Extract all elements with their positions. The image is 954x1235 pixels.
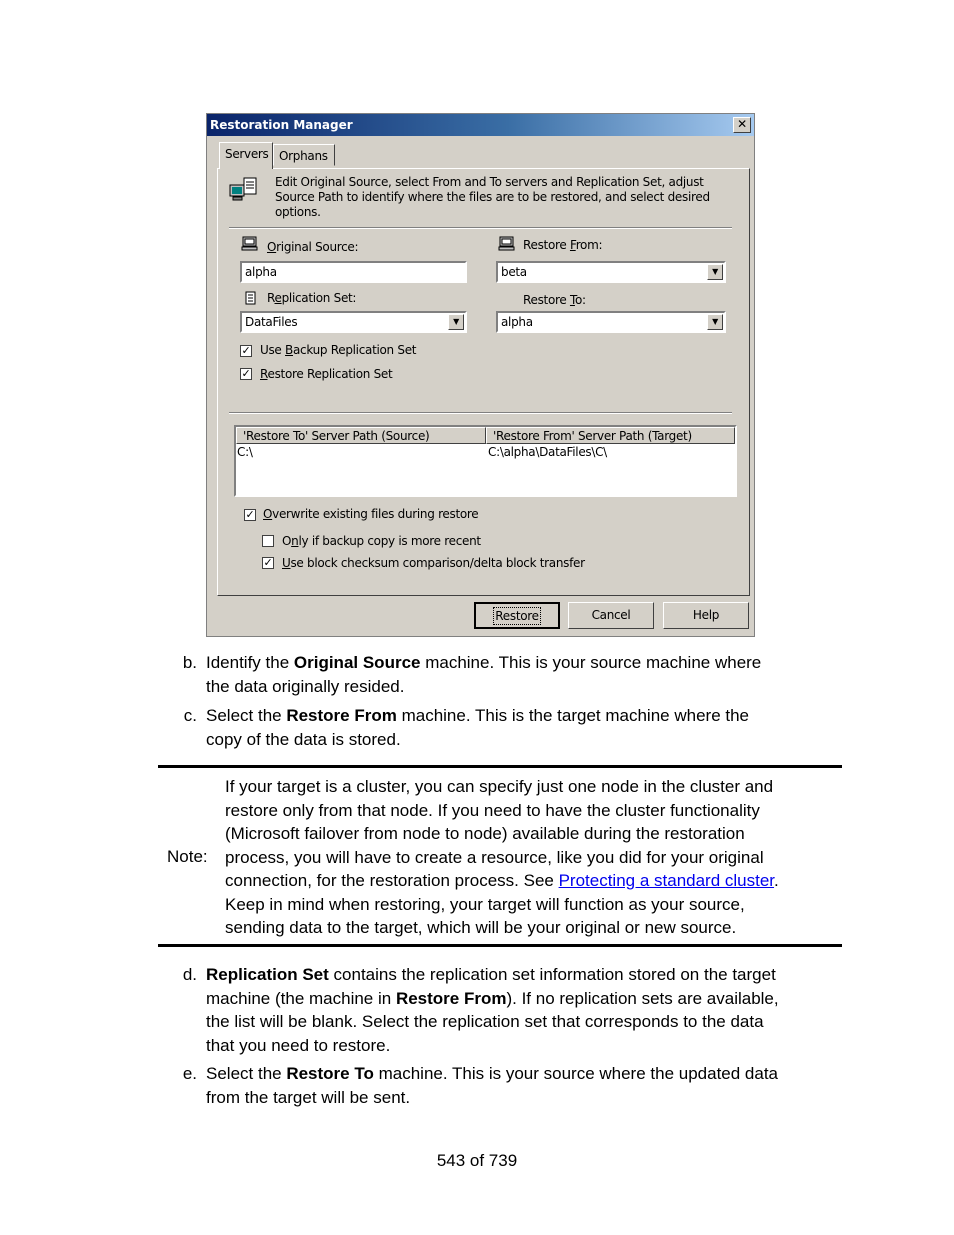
cancel-button[interactable]: Cancel	[568, 602, 654, 629]
list-marker: d.	[182, 965, 197, 984]
block-checksum-checkbox[interactable]: ✓	[263, 556, 273, 569]
close-button[interactable]: ✕	[733, 117, 751, 133]
note-label: Note:	[167, 847, 208, 866]
dialog-title: Restoration Manager	[210, 118, 353, 132]
table-cell-source-path[interactable]: C:\	[237, 445, 253, 459]
list-item-text: Select the Restore From machine. This is the target machine where the copy of the data is stored.	[206, 706, 750, 749]
only-if-recent-label: Only if backup copy is more recent	[282, 534, 481, 548]
list-item-text: Replication Set contains the replication set information stored on the target machine (the machine in Restore From). If no replication sets are available, the list will be blank. Select the replication set that corresponds to the data that you need to restore.	[206, 965, 779, 1055]
list-marker: e.	[182, 1064, 197, 1083]
chevron-down-icon[interactable]: ▼	[707, 314, 723, 330]
replication-set-dropdown[interactable]	[240, 311, 467, 333]
table-cell-target-path[interactable]: C:\alpha\DataFiles\C\	[488, 445, 607, 459]
help-button[interactable]: Help	[663, 602, 749, 629]
instructions-text	[275, 175, 735, 220]
restore-replication-set-checkbox[interactable]: ✓	[241, 367, 251, 380]
computer-document-icon	[229, 176, 259, 208]
computer-icon	[241, 236, 259, 256]
restore-to-label: Restore To:	[523, 293, 586, 307]
servers-tab-panel	[217, 168, 750, 596]
tab-servers[interactable]	[219, 142, 273, 169]
list-item-text: Select the Restore To machine. This is your source where the updated data from the target will be sent.	[206, 1064, 779, 1107]
server-path-table[interactable]	[234, 425, 737, 497]
list-marker: b.	[182, 653, 197, 672]
computer-icon	[498, 236, 516, 256]
restore-button-label: Restore	[495, 609, 539, 623]
tab-servers-label: Servers	[225, 147, 269, 161]
instructions-line: options.	[275, 205, 321, 219]
replication-set-label: Replication Set:	[267, 291, 357, 305]
replication-set-value: DataFiles	[245, 315, 298, 329]
protecting-cluster-link[interactable]: Protecting a standard cluster	[558, 871, 775, 890]
original-source-input[interactable]	[240, 261, 467, 283]
restore-replication-set-label: Restore Replication Set	[260, 367, 393, 381]
note-bottom-rule	[158, 944, 842, 947]
restore-button[interactable]	[474, 602, 560, 629]
chevron-down-icon[interactable]: ▼	[448, 314, 464, 330]
use-backup-checkbox[interactable]: ✓	[241, 344, 251, 357]
note-text: If your target is a cluster, you can specify just one node in the cluster and restore only from that node. If you need to have the cluster functionality (Microsoft failover from node to node) available during the restoration process, you will have to create a resource, like you did for your original connection, for the restoration process. See Protecting a standard cluster. Keep in mind when restoring, your target will function as your source, sending data to the target, which will be your original or new source.	[225, 777, 779, 937]
divider	[229, 227, 732, 229]
page-number: 543 of 739	[436, 1151, 518, 1170]
overwrite-label: Overwrite existing files during restore	[263, 507, 479, 521]
original-source-label: Original Source:	[267, 240, 359, 254]
instructions-line: Source Path to identify where the files are to be restored, and select desired	[275, 190, 710, 204]
block-checksum-label: Use block checksum comparison/delta block transfer	[282, 556, 585, 570]
column-header-target-path[interactable]: 'Restore From' Server Path (Target)	[486, 427, 735, 444]
restore-from-dropdown[interactable]	[496, 261, 726, 283]
document-icon	[245, 291, 257, 310]
original-source-value: alpha	[245, 265, 277, 279]
chevron-down-icon[interactable]: ▼	[707, 264, 723, 280]
restore-to-dropdown[interactable]	[496, 311, 726, 333]
title-bar	[207, 114, 754, 136]
divider	[229, 412, 732, 414]
use-backup-label: Use Backup Replication Set	[260, 343, 417, 357]
overwrite-checkbox[interactable]: ✓	[245, 508, 255, 521]
restoration-manager-dialog	[206, 113, 755, 637]
column-header-source-path[interactable]: 'Restore To' Server Path (Source)	[236, 427, 486, 444]
restore-from-label: Restore From:	[523, 238, 603, 252]
restore-from-value: beta	[501, 265, 527, 279]
tab-orphans[interactable]	[273, 144, 335, 166]
list-marker: c.	[183, 706, 197, 725]
restore-to-value: alpha	[501, 315, 533, 329]
note-top-rule	[158, 765, 842, 768]
list-item-text: Identify the Original Source machine. This is your source machine where the data originally resided.	[206, 653, 762, 696]
instructions-line: Edit Original Source, select From and To servers and Replication Set, adjust	[275, 175, 704, 189]
only-if-recent-checkbox[interactable]	[262, 535, 274, 547]
tab-orphans-label: Orphans	[279, 149, 328, 163]
